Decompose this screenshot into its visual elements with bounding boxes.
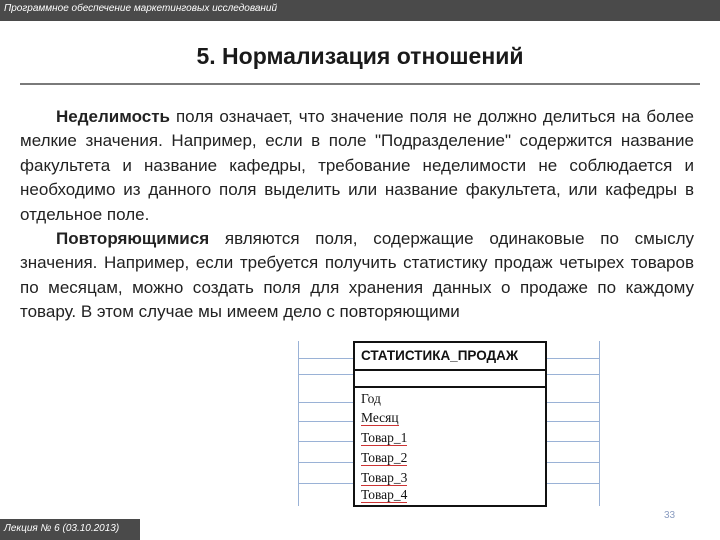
sales-stats-table	[353, 341, 547, 507]
paragraph-text: поля означает, что значение поля не должно делиться на более мелкие значения. Например, если в поле "Подразделение" содержится название факультета и название кафедры, требование неделимости не соблюдается и необходимо из данного поля выделить или название факультета, или кафедры в отдельное поле.	[20, 107, 694, 224]
paragraph-indivisibility	[20, 105, 694, 227]
field-product-3: Товар_3	[361, 470, 408, 485]
slide-title: 5. Нормализация отношений	[196, 43, 524, 69]
field-month: Месяц	[361, 410, 399, 425]
course-title: Программное обеспечение маркетинговых исследований	[4, 3, 278, 14]
empty-row-divider	[355, 386, 545, 388]
field-year: Год	[361, 391, 381, 406]
grid-line	[298, 341, 299, 506]
paragraph-text: являются поля, содержащие одинаковые по смыслу значения. Например, если требуется получить статистику продаж четырех товаров по месяцам, можно создать поля для хранения данных о продаже по каждому товару. В этом случае мы имеем дело с повторяющими	[20, 229, 694, 322]
paragraph-repeating	[20, 227, 694, 325]
header-divider	[355, 369, 545, 371]
term-repeating: Повторяющимися	[56, 229, 210, 249]
field-product-1: Товар_1	[361, 430, 408, 445]
footer-bar	[0, 519, 140, 540]
page-number: 33	[664, 510, 676, 521]
slide-body	[20, 105, 694, 325]
grid-line	[599, 341, 600, 506]
field-product-2: Товар_2	[361, 450, 408, 465]
field-product-4: Товар_4	[361, 487, 408, 502]
header-bar	[0, 0, 720, 21]
table-name: СТАТИСТИКА_ПРОДАЖ	[361, 348, 519, 363]
term-indivisibility: Неделимость	[56, 107, 170, 126]
title-divider	[20, 83, 700, 85]
lecture-label: Лекция № 6 (03.10.2013)	[4, 523, 120, 534]
